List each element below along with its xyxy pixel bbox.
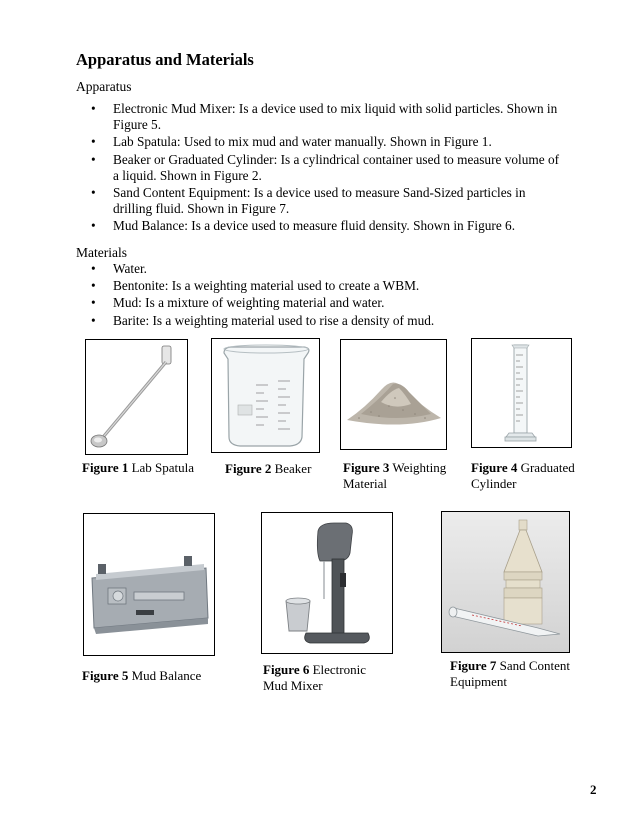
materials-list <box>76 261 566 330</box>
list-item: • Bentonite: Is a weighting material used to create a WBM. <box>76 278 566 294</box>
figure-6-caption: Figure 6 Electronic Mud Mixer <box>263 662 367 693</box>
figure-7-caption: Figure 7 Sand Content Equipment <box>450 658 571 689</box>
section-heading: Apparatus and Materials <box>76 50 254 69</box>
list-item: • Mud Balance: Is a device used to measure fluid density. Shown in Figure 6. <box>76 218 566 234</box>
apparatus-list <box>76 101 566 236</box>
list-item: • Barite: Is a weighting material used to rise a density of mud. <box>76 313 566 329</box>
beaker-image <box>211 338 320 453</box>
electronic-mud-mixer-image <box>261 512 393 654</box>
list-item: • Beaker or Graduated Cylinder: Is a cylindrical container used to measure volume of a liquid. Shown in Figure 2. <box>76 152 566 184</box>
page-number: 2 <box>590 782 597 797</box>
list-item: • Lab Spatula: Used to mix mud and water manually. Shown in Figure 1. <box>76 134 566 150</box>
graduated-cylinder-image <box>471 338 572 448</box>
list-item: • Electronic Mud Mixer: Is a device used to mix liquid with solid particles. Shown in Figure 5. <box>76 101 566 133</box>
list-item: • Water. <box>76 261 566 277</box>
figure-5-caption: Figure 5 Mud Balance <box>82 668 202 683</box>
sand-content-equipment-image <box>441 511 570 653</box>
materials-label: Materials <box>76 245 127 260</box>
list-item: • Mud: Is a mixture of weighting material and water. <box>76 295 566 311</box>
mud-balance-image <box>83 513 215 656</box>
figure-1-caption: Figure 1 Lab Spatula <box>82 460 195 475</box>
weighting-material-image <box>340 339 447 450</box>
figure-3-caption: Figure 3 Weighting Material <box>343 460 447 491</box>
list-item: • Sand Content Equipment: Is a device used to measure Sand-Sized particles in drilling fluid. Shown in Figure 7. <box>76 185 566 217</box>
apparatus-label: Apparatus <box>76 79 132 94</box>
lab-spatula-image <box>85 339 188 455</box>
figure-4-caption: Figure 4 Graduated Cylinder <box>471 460 575 491</box>
figure-2-caption: Figure 2 Beaker <box>225 461 312 476</box>
